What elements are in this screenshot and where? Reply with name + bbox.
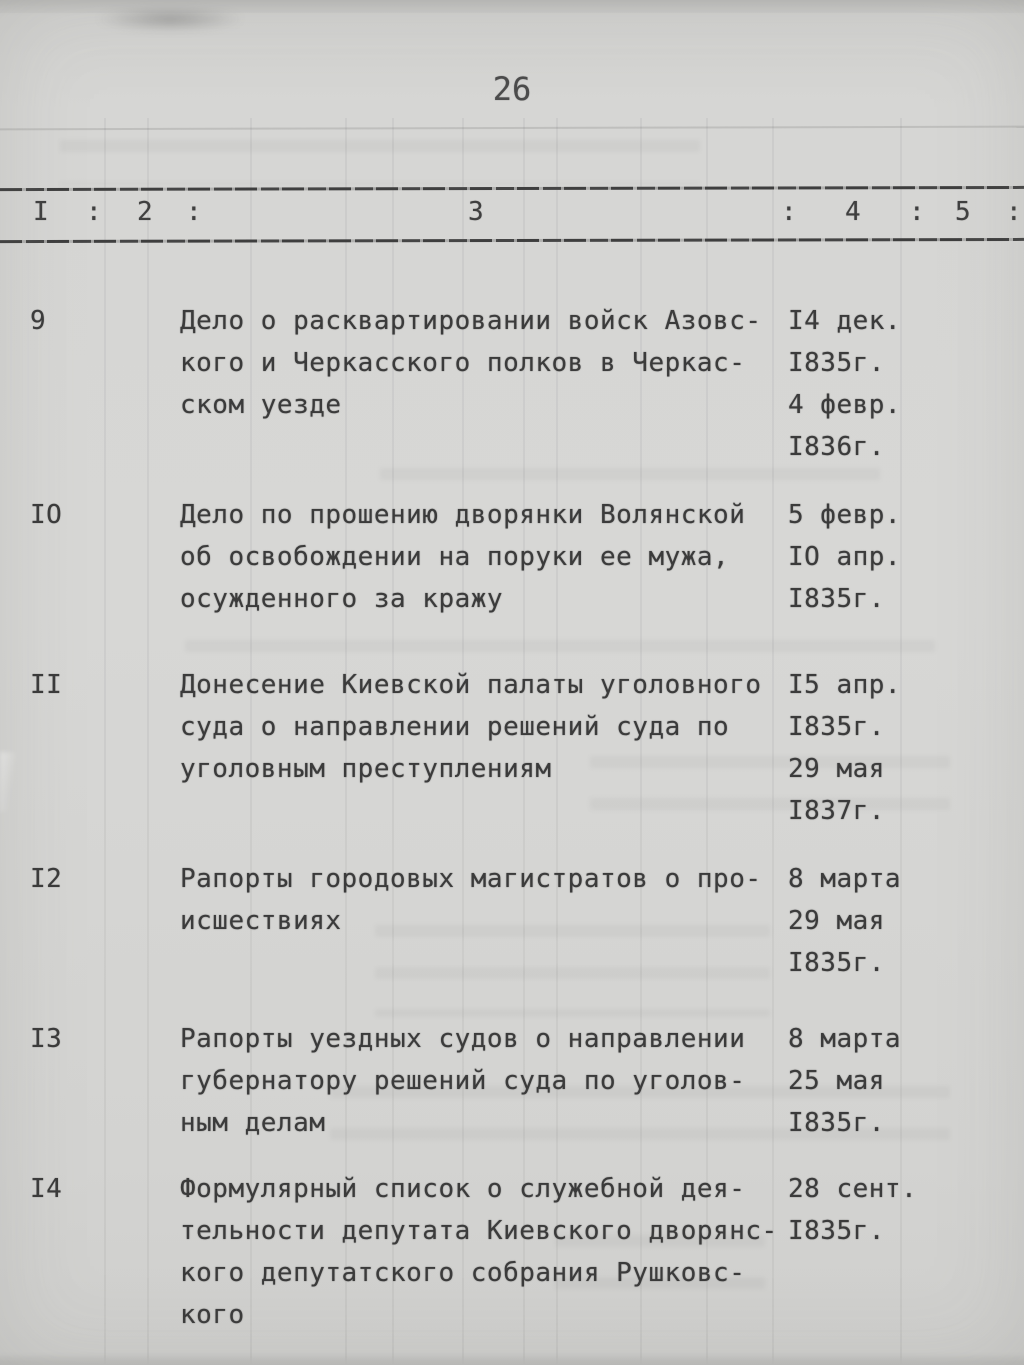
entry-dates bbox=[788, 1018, 1018, 1144]
description-line: об освобождении на поруки ее мужа, bbox=[180, 542, 730, 572]
date-line: I5 апр. bbox=[788, 670, 902, 700]
description-line: кого и Черкасского полков в Черкас- bbox=[180, 348, 746, 378]
header-colon: : bbox=[909, 197, 926, 227]
bleedthrough-smudge bbox=[185, 640, 935, 664]
bleedthrough-smudge bbox=[60, 140, 700, 185]
description-line: Формулярный список о служебной дея- bbox=[180, 1174, 746, 1204]
description-line: ным делам bbox=[180, 1108, 326, 1138]
date-line: 8 марта bbox=[788, 864, 902, 894]
column-header-5: 5 bbox=[955, 197, 972, 227]
header-colon: : bbox=[186, 197, 203, 227]
date-line: 4 февр. bbox=[788, 390, 902, 420]
description-line: суда о направлении решений суда по bbox=[180, 712, 730, 742]
column-header-1: I bbox=[33, 197, 50, 227]
entry-number: IO bbox=[30, 500, 63, 530]
entry-description bbox=[180, 1168, 785, 1336]
entry-description bbox=[180, 1018, 785, 1144]
date-line: I835г. bbox=[788, 584, 885, 614]
date-line: I836г. bbox=[788, 432, 885, 462]
description-line: исшествиях bbox=[180, 906, 342, 936]
date-line: I835г. bbox=[788, 1108, 885, 1138]
description-line: губернатору решений суда по уголов- bbox=[180, 1066, 746, 1096]
header-colon: : bbox=[1006, 197, 1023, 227]
paper-crease bbox=[0, 752, 16, 812]
date-line: IO апр. bbox=[788, 542, 902, 572]
column-header-3: 3 bbox=[468, 197, 485, 227]
date-line: 25 мая bbox=[788, 1066, 885, 1096]
column-header-2: 2 bbox=[137, 197, 154, 227]
date-line: I837г. bbox=[788, 796, 885, 826]
entry-dates bbox=[788, 494, 1018, 620]
entry-description bbox=[180, 300, 785, 426]
description-line: Донесение Киевской палаты уголовного bbox=[180, 670, 762, 700]
description-line: уголовным преступлениям bbox=[180, 754, 552, 784]
entry-description bbox=[180, 494, 785, 620]
description-line: Дело по прошению дворянки Волянской bbox=[180, 500, 746, 530]
entry-dates bbox=[788, 664, 1018, 832]
entry-number: I4 bbox=[30, 1174, 63, 1204]
date-line: I835г. bbox=[788, 948, 885, 978]
page-number: 26 bbox=[492, 70, 532, 108]
date-line: I835г. bbox=[788, 1216, 885, 1246]
entry-number: I2 bbox=[30, 864, 63, 894]
description-line: Рапорты уездных судов о направлении bbox=[180, 1024, 746, 1054]
ledger-vline bbox=[104, 118, 106, 1365]
ledger-vline bbox=[147, 118, 149, 1365]
description-line: Дело о расквартировании войск Азовс- bbox=[180, 306, 762, 336]
ledger-hline bbox=[0, 126, 1024, 131]
date-line: I835г. bbox=[788, 348, 885, 378]
scan-edge-bottom bbox=[0, 1355, 1024, 1365]
header-colon: : bbox=[781, 197, 798, 227]
entry-dates bbox=[788, 858, 1018, 984]
entry-dates bbox=[788, 300, 1018, 468]
date-line: I4 дек. bbox=[788, 306, 902, 336]
date-line: 28 сент. bbox=[788, 1174, 918, 1204]
entry-number: 9 bbox=[30, 306, 47, 336]
entry-number: II bbox=[30, 670, 63, 700]
bleedthrough-smudge bbox=[380, 468, 880, 490]
date-line: 29 мая bbox=[788, 906, 885, 936]
header-rule-bottom bbox=[0, 238, 1024, 243]
entry-description bbox=[180, 664, 785, 790]
date-line: 8 марта bbox=[788, 1024, 902, 1054]
description-line: ском уезде bbox=[180, 390, 342, 420]
date-line: 29 мая bbox=[788, 754, 885, 784]
scan-smudge bbox=[95, 6, 245, 32]
column-header-4: 4 bbox=[845, 197, 862, 227]
table-header bbox=[0, 185, 1024, 245]
date-line: 5 февр. bbox=[788, 500, 902, 530]
description-line: тельности депутата Киевского дворянс- bbox=[180, 1216, 778, 1246]
header-colon: : bbox=[86, 197, 103, 227]
entry-description bbox=[180, 858, 785, 942]
description-line: Рапорты городовых магистратов о про- bbox=[180, 864, 762, 894]
description-line: кого bbox=[180, 1300, 245, 1330]
entry-dates bbox=[788, 1168, 1018, 1252]
header-rule-top bbox=[0, 186, 1024, 191]
description-line: осужденного за кражу bbox=[180, 584, 504, 614]
date-line: I835г. bbox=[788, 712, 885, 742]
entry-number: I3 bbox=[30, 1024, 63, 1054]
description-line: кого депутатского собрания Рушковс- bbox=[180, 1258, 746, 1288]
